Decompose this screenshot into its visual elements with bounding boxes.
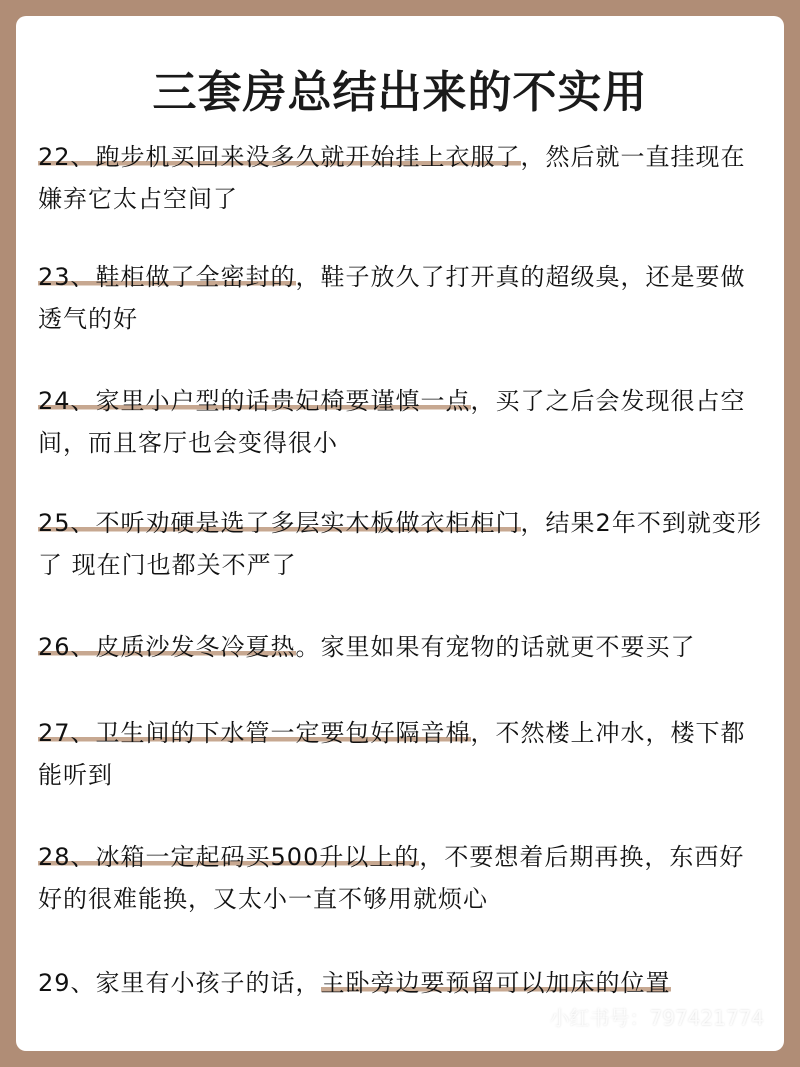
list-item [38, 836, 768, 920]
highlight-text: 23、鞋柜做了全密封的 [38, 263, 296, 291]
item-text: 29、家里有小孩子的话， [38, 969, 321, 997]
item-text: ，不然楼上冲水，楼下都能听到 [38, 719, 746, 789]
page-title [139, 56, 662, 120]
item-text: ，鞋子放久了打开真的超级臭，还是要做透气的好 [38, 263, 746, 333]
list-item [38, 502, 768, 586]
list-item [38, 962, 768, 1004]
title-wrap [16, 56, 784, 120]
item-text: ，结果2年不到就变形了 现在门也都关不严了 [38, 509, 762, 579]
highlight-text: 主卧旁边要预留可以加床的位置 [320, 969, 671, 997]
list-item [38, 380, 768, 464]
highlight-text: 22、跑步机买回来没多久就开始挂上衣服了 [38, 143, 521, 171]
highlight-text: 27、卫生间的下水管一定要包好隔音棉 [38, 719, 471, 747]
watermark: 小红书号：797421774 [549, 1006, 764, 1030]
content-card [16, 16, 784, 1051]
item-text: ，买了之后会发现很占空间，而且客厅也会变得很小 [38, 387, 746, 457]
item-text: ，然后就一直挂现在嫌弃它太占空间了 [38, 143, 746, 213]
list-item [38, 626, 768, 668]
list-item [38, 712, 768, 796]
highlight-text: 26、皮质沙发冬冷夏热 [38, 633, 296, 661]
highlight-text: 28、冰箱一定起码买500升以上的 [38, 843, 420, 871]
highlight-text: 24、家里小户型的话贵妃椅要谨慎一点 [38, 387, 471, 415]
page-title-text: 三套房总结出来的不实用 [152, 67, 648, 118]
item-text: ，不要想着后期再换，东西好好的很难能换，又太小一直不够用就烦心 [38, 843, 745, 913]
list-item [38, 256, 768, 340]
highlight-text: 25、不听劝硬是选了多层实木板做衣柜柜门 [38, 509, 521, 537]
item-text: 。家里如果有宠物的话就更不要买了 [295, 633, 696, 661]
list-item [38, 136, 768, 220]
